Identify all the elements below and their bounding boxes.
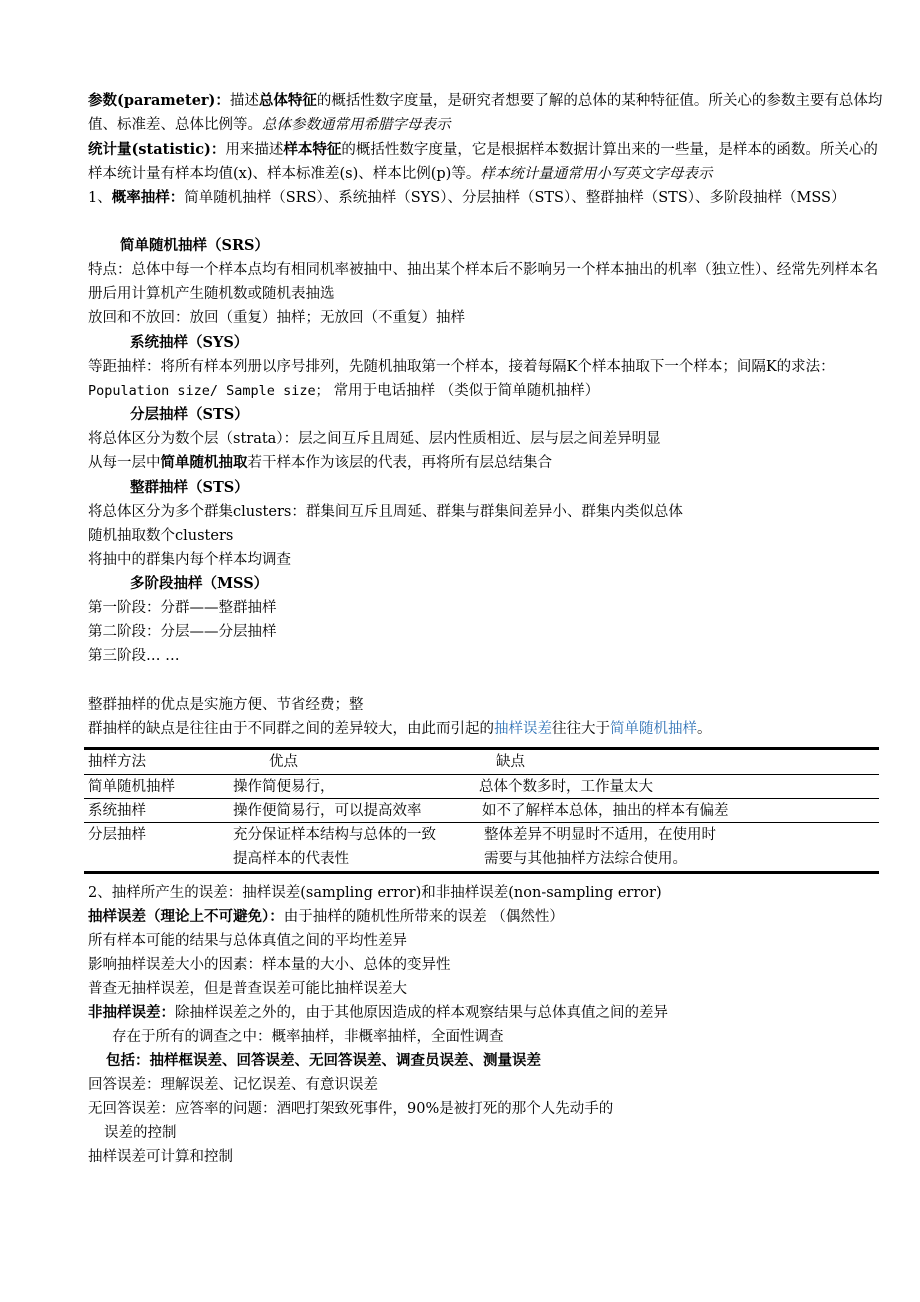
sampling-error-term: 抽样误差（理论上不可避免）：: [88, 908, 284, 925]
non-sampling-error-term: 非抽样误差：: [88, 1004, 175, 1021]
section-2-heading: 2、抽样所产生的误差：抽样误差(sampling error)和非抽样误差(non-sampling error): [88, 885, 662, 901]
sts-line-2-bold: 简单随机抽取: [160, 454, 248, 471]
parameter-paragraph: [88, 89, 888, 137]
header-pros: 优点: [269, 754, 298, 770]
section-1-list: 简单随机抽样（SRS）、系统抽样（SYS）、分层抽样（STS）、整群抽样（STS）、多阶段抽样（MSS）: [184, 190, 846, 206]
section-1-heading: [88, 186, 888, 210]
parameter-term: 参数(parameter)：: [88, 92, 230, 109]
cluster-pros: 整群抽样的优点是实施方便、节省经费；整: [88, 697, 364, 713]
cluster-cons-b: 往往大于: [552, 721, 610, 737]
srs-feature: 特点：总体中每一个样本点均有相同机率被抽中、抽出某个样本后不影响另一个样本抽出的机率（独立性）、经常先列样本名册后用计算机产生随机数或随机表抽选: [88, 262, 879, 302]
sys-description: [88, 355, 888, 403]
sts-line-2: [88, 451, 888, 475]
cluster-line-2: 随机抽取数个clusters: [88, 528, 234, 544]
table-row: [84, 775, 879, 799]
sts-line-2-a: 从每一层中: [88, 455, 161, 471]
table-row: [84, 847, 879, 871]
non-sampling-error-includes: 包括：抽样框误差、回答误差、无回答误差、调查员误差、测量误差: [106, 1052, 541, 1069]
header-method: 抽样方法: [88, 754, 146, 770]
cell-cons: 如不了解样本总体，抽出的样本有偏差: [482, 803, 729, 819]
sys-desc-formula: Population size/ Sample size；: [88, 383, 330, 399]
statistic-paragraph: [88, 138, 888, 186]
table-row: [84, 823, 879, 847]
mss-stage-2: 第二阶段：分层——分层抽样: [88, 624, 277, 640]
srs-link[interactable]: 简单随机抽样: [610, 721, 697, 737]
non-sampling-error-definition: [88, 1001, 888, 1025]
error-control-line: 抽样误差可计算和控制: [88, 1149, 233, 1165]
cluster-cons: [88, 717, 888, 741]
cell-pros: 提高样本的代表性: [233, 851, 349, 867]
statistic-bold: 样本特征: [283, 141, 342, 158]
sampling-error-def: 由于抽样的随机性所带来的误差 （偶然性）: [283, 909, 564, 925]
sys-heading: 系统抽样（SYS）: [130, 334, 249, 351]
table-header-row: [84, 750, 879, 774]
table-row: [84, 799, 879, 823]
statistic-text-a: 用来描述: [225, 142, 284, 158]
cell-pros: 操作便简易行，可以提高效率: [233, 803, 422, 819]
cluster-line-3: 将抽中的群集内每个样本均调查: [88, 552, 291, 568]
table-bottom-rule: [84, 871, 879, 874]
sys-desc-a: 等距抽样：将所有样本列册以序号排列，先随机抽取第一个样本，接着每隔K个样本抽取下一个样本；间隔K的求法：: [88, 359, 835, 375]
statistic-term: 统计量(statistic)：: [88, 141, 226, 158]
header-cons: 缺点: [496, 754, 525, 770]
cell-cons: 需要与其他抽样方法综合使用。: [484, 851, 687, 867]
nonresponse-error: 无回答误差：应答率的问题：酒吧打架致死事件，90%是被打死的那个人先动手的: [88, 1101, 614, 1117]
cell-method: 简单随机抽样: [88, 779, 175, 795]
parameter-italic-note: 总体参数通常用希腊字母表示: [262, 117, 451, 133]
cluster-line-1: 将总体区分为多个群集clusters：群集间互斥且周延、群集与群集间差异小、群集内类似总体: [88, 504, 683, 520]
cell-method: 分层抽样: [88, 827, 146, 843]
sampling-error-line-3: 影响抽样误差大小的因素：样本量的大小、总体的变异性: [88, 957, 451, 973]
cluster-heading: 整群抽样（STS）: [130, 479, 249, 496]
cell-cons: 整体差异不明显时不适用，在使用时: [484, 827, 716, 843]
section-1-number: 1、: [88, 190, 112, 206]
mss-stage-3: 第三阶段… …: [88, 648, 180, 664]
statistic-italic-note: 样本统计量通常用小写英文字母表示: [480, 166, 713, 182]
cell-cons: 总体个数多时，工作量太大: [479, 779, 653, 795]
section-1-title: 概率抽样：: [111, 189, 185, 206]
sampling-error-line-4: 普查无抽样误差，但是普查误差可能比抽样误差大: [88, 981, 407, 997]
non-sampling-error-exists: 存在于所有的调查之中：概率抽样，非概率抽样，全面性调查: [112, 1029, 504, 1045]
sampling-error-link[interactable]: 抽样误差: [494, 721, 552, 737]
sampling-error-definition: [88, 905, 888, 929]
parameter-text-a: 描述: [229, 93, 259, 109]
srs-replacement: 放回和不放回：放回（重复）抽样；无放回（不重复）抽样: [88, 310, 465, 326]
mss-heading: 多阶段抽样（MSS）: [130, 575, 269, 592]
mss-stage-1: 第一阶段：分群——整群抽样: [88, 600, 277, 616]
sts-heading: 分层抽样（STS）: [130, 406, 249, 423]
sts-line-2-b: 若干样本作为该层的代表，再将所有层总结集合: [247, 455, 552, 471]
cell-pros: 操作简便易行，: [233, 779, 335, 795]
parameter-text-b: 的概括性数字度量，是研究者想要了解的总体的某种特征值。所关心的参数主要有总体均值、标准差、总体比例等。: [88, 93, 883, 133]
response-error: 回答误差：理解误差、记忆误差、有意识误差: [88, 1077, 378, 1093]
parameter-bold: 总体特征: [258, 92, 317, 109]
cluster-cons-a: 群抽样的缺点是往往由于不同群之间的差异较大，由此而引起的: [88, 721, 494, 737]
sys-desc-b: 常用于电话抽样 （类似于简单随机抽样）: [329, 383, 600, 399]
srs-heading: 简单随机抽样（SRS）: [120, 237, 269, 254]
sts-line-1: 将总体区分为数个层（strata）：层之间互斥且周延、层内性质相近、层与层之间差异明显: [88, 431, 661, 447]
error-control-heading: 误差的控制: [104, 1125, 177, 1141]
non-sampling-error-def: 除抽样误差之外的，由于其他原因造成的样本观察结果与总体真值之间的差异: [175, 1005, 668, 1021]
statistic-text-b: 的概括性数字度量，它是根据样本数据计算出来的一些量，是样本的函数。所关心的样本统计量有样本均值(x)、样本标准差(s)、样本比例(p)等。: [88, 142, 878, 182]
cell-method: 系统抽样: [88, 803, 146, 819]
sampling-error-line-2: 所有样本可能的结果与总体真值之间的平均性差异: [88, 933, 407, 949]
cell-pros: 充分保证样本结构与总体的一致: [233, 827, 436, 843]
cluster-cons-c: 。: [697, 721, 712, 737]
